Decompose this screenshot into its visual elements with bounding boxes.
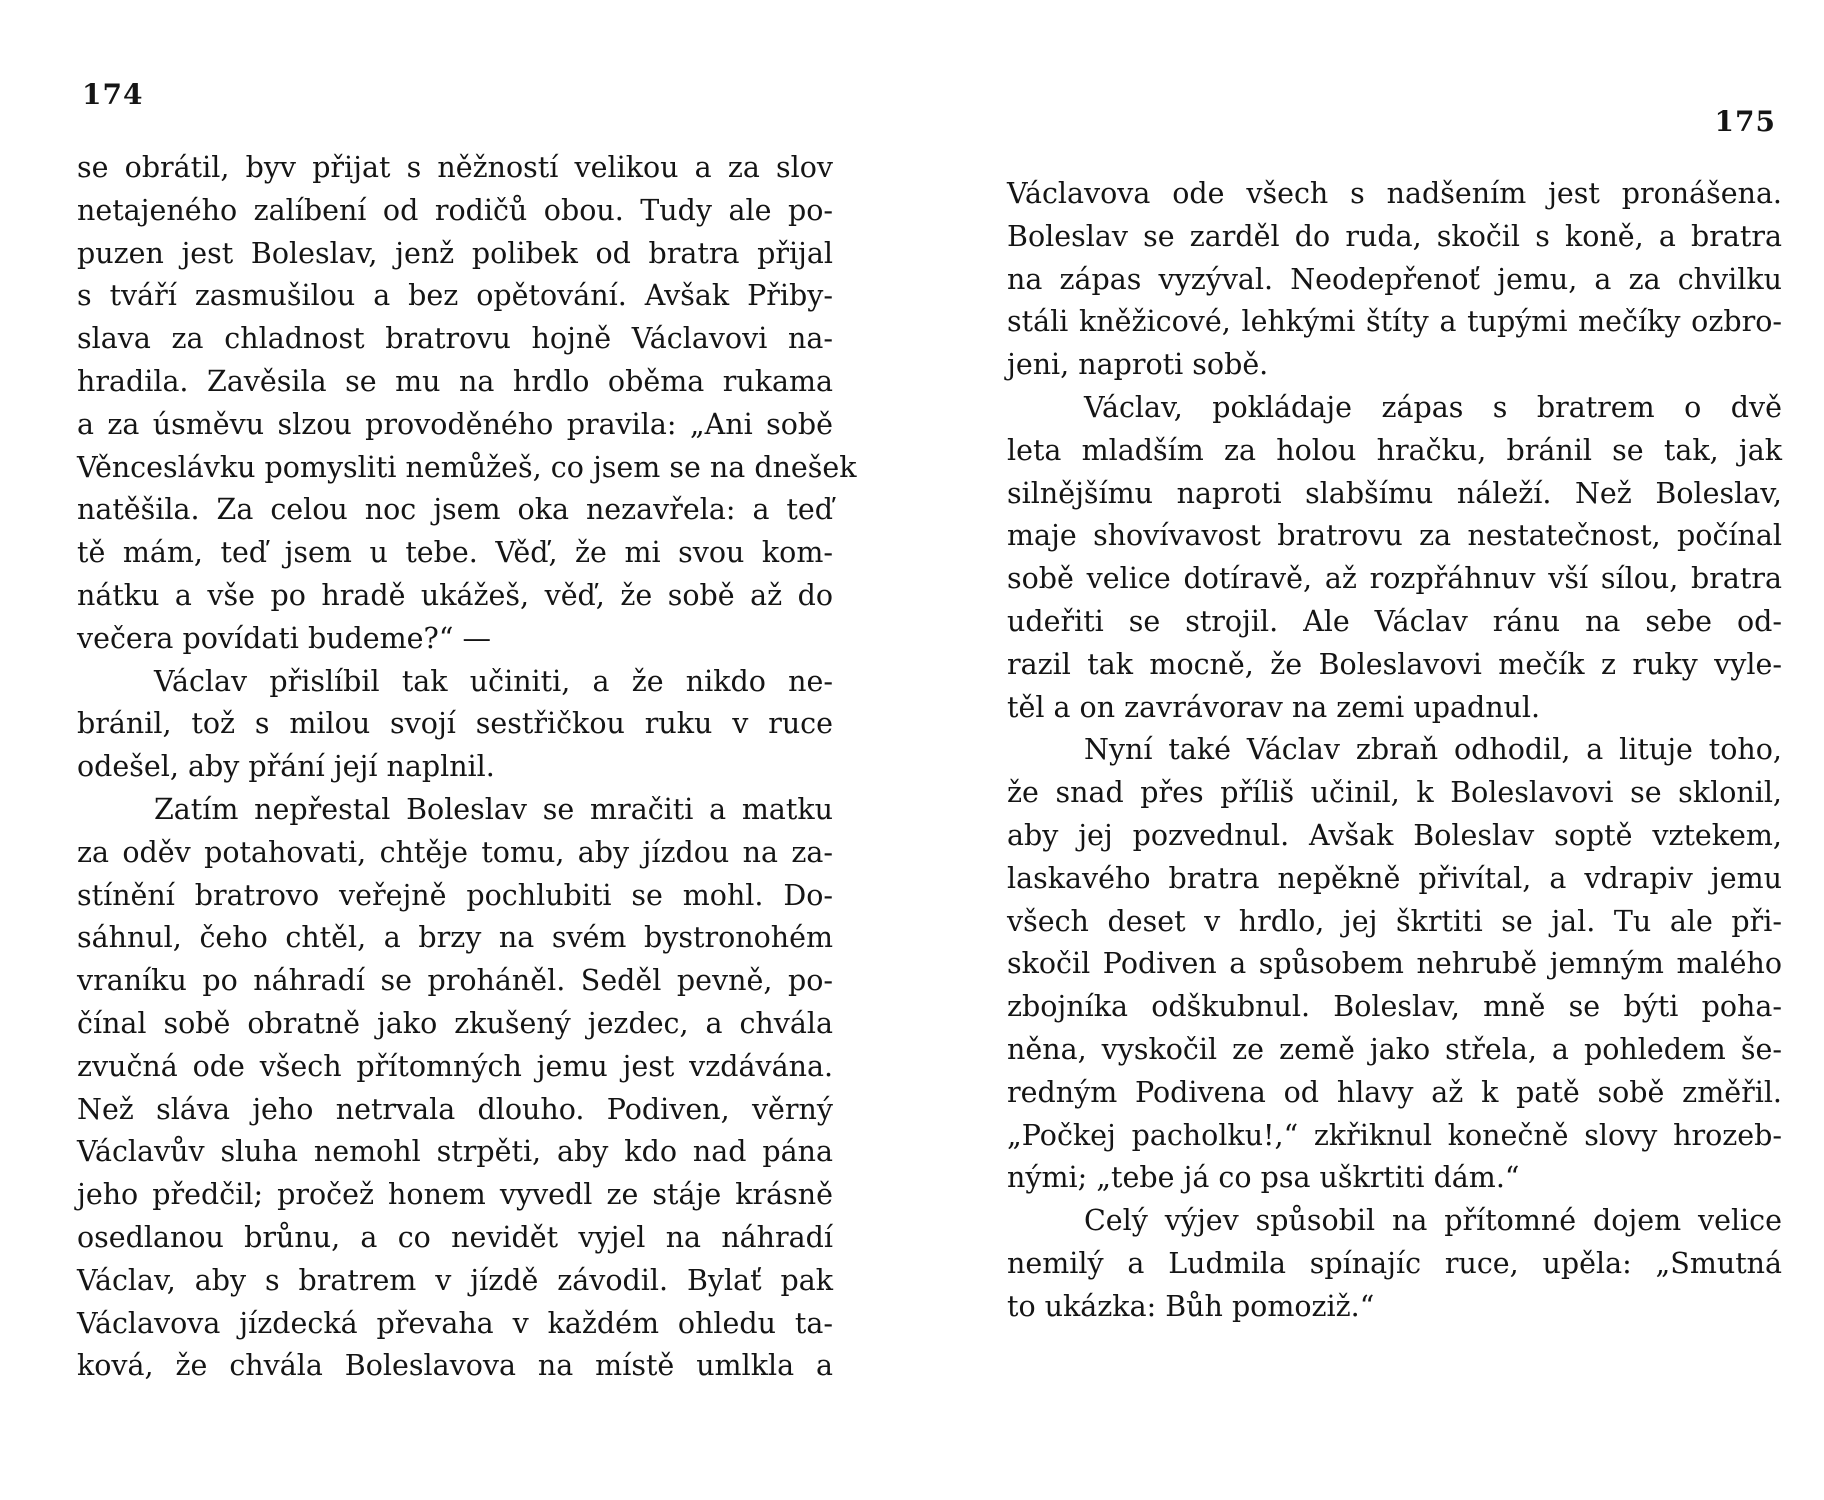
text-line: tě mám, teď jsem u tebe. Věď, že mi svou kom-	[77, 536, 833, 570]
text-line: Než sláva jeho netrvala dlouho. Podiven, věrný	[77, 1092, 833, 1126]
text-line: puzen jest Boleslav, jenž polibek od bratra přijal	[77, 236, 833, 270]
text-line: Václavova ode všech s nadšením jest pronášena.	[1007, 177, 1782, 210]
text-line: leta mladším za holou hračku, bránil se tak, jak	[1007, 433, 1782, 467]
text-line: Zatím nepřestal Boleslav se mračiti a matku	[154, 792, 833, 826]
text-line: laskavého bratra nepěkně přivítal, a vdrapiv jemu	[1007, 861, 1782, 895]
text-line: na zápas vyzýval. Neodepřenoť jemu, a za chvilku	[1007, 262, 1782, 296]
text-line: stínění bratrovo veřejně pochlubiti se mohl. Do-	[77, 878, 833, 912]
text-line: udeřiti se strojil. Ale Václav ránu na sebe od-	[1007, 604, 1782, 638]
text-line: sáhnul, čeho chtěl, a brzy na svém bystronohém	[77, 921, 833, 955]
text-line: jeho předčil; pročež honem vyvedl ze stáje krásně	[77, 1178, 833, 1212]
text-line: maje shovívavost bratrovu za nestatečnost, počínal	[1007, 519, 1782, 553]
right-page-text	[1007, 173, 1782, 1329]
text-line: aby jej pozvednul. Avšak Boleslav soptě vztekem,	[1007, 818, 1782, 852]
text-line: ková, že chvála Boleslavova na místě umlkla a	[77, 1349, 833, 1383]
text-line: všech deset v hrdlo, jej škrtiti se jal. Tu ale při-	[1007, 904, 1782, 938]
text-line: zvučná ode všech přítomných jemu jest vzdávána.	[77, 1049, 833, 1083]
page-number-right: 175	[1714, 105, 1776, 138]
text-line: Celý výjev spůsobil na přítomné dojem velice	[1084, 1204, 1782, 1238]
text-line: Václav, pokládaje zápas s bratrem o dvě	[1084, 390, 1782, 424]
text-line: Nyní také Václav zbraň odhodil, a lituje toho,	[1084, 733, 1782, 767]
text-line: redným Podivena od hlavy až k patě sobě změřil.	[1007, 1075, 1782, 1109]
text-line: Václavův sluha nemohl strpěti, aby kdo nad pána	[77, 1135, 833, 1169]
text-line: zbojníka odškubnul. Boleslav, mně se býti poha-	[1007, 990, 1782, 1024]
text-line: těl a on zavrávorav na zemi upadnul.	[1007, 690, 1541, 724]
text-line: razil tak mocně, že Boleslavovi mečík z ruky vyle-	[1007, 647, 1782, 681]
text-line: za oděv potahovati, chtěje tomu, aby jízdou na za-	[77, 835, 833, 869]
right-page	[912, 0, 1824, 1500]
text-line: hradila. Zavěsila se mu na hrdlo oběma rukama	[77, 364, 833, 398]
text-line: bránil, tož s milou svojí sestřičkou ruku v ruce	[77, 707, 833, 741]
text-line: skočil Podiven a spůsobem nehrubě jemným malého	[1007, 947, 1782, 981]
text-line: a za úsměvu slzou provoděného pravila: „Ani sobě	[77, 407, 833, 441]
text-line: čínal sobě obratně jako zkušený jezdec, a chvála	[77, 1006, 833, 1040]
text-line: něna, vyskočil ze země jako střela, a pohledem še-	[1007, 1032, 1782, 1066]
text-line: že snad přes příliš učinil, k Boleslavovi se sklonil,	[1007, 776, 1782, 810]
text-line: slava za chladnost bratrovu hojně Václavovi na-	[77, 322, 833, 356]
page-number-left: 174	[82, 78, 144, 111]
text-line: nemilý a Ludmila spínajíc ruce, upěla: „Smutná	[1007, 1246, 1782, 1280]
text-line: jeni, naproti sobě.	[1007, 348, 1269, 382]
text-line: stáli kněžicové, lehkými štíty a tupými mečíky ozbro-	[1007, 305, 1782, 339]
text-line: vraníku po náhradí se proháněl. Seděl pevně, po-	[77, 964, 833, 998]
text-line: se obrátil, byv přijat s něžností velikou a za slov	[77, 151, 833, 184]
text-line: odešel, aby přání její naplnil.	[77, 750, 495, 784]
text-line: večera povídati budeme?“ —	[77, 621, 491, 655]
left-page-text	[77, 147, 857, 1388]
text-line: nátku a vše po hradě ukážeš, věď, že sobě až do	[77, 578, 833, 612]
text-line: osedlanou brůnu, a co nevidět vyjel na náhradí	[77, 1220, 833, 1254]
text-line: Václav, aby s bratrem v jízdě závodil. Bylať pak	[77, 1263, 833, 1297]
text-line: sobě velice dotíravě, až rozpřáhnuv vší sílou, bratra	[1007, 562, 1782, 596]
text-line: s tváří zasmušilou a bez opětování. Avšak Přiby-	[77, 279, 833, 313]
text-line: nými; „tebe já co psa uškrtiti dám.“	[1007, 1161, 1520, 1195]
text-line: Boleslav se zarděl do ruda, skočil s koně, a bratra	[1007, 219, 1782, 253]
text-line: netajeného zalíbení od rodičů obou. Tudy ale po-	[77, 193, 833, 227]
text-line: to ukázka: Bůh pomoziž.“	[1007, 1289, 1375, 1323]
text-line: Věnceslávku pomysliti nemůžeš, co jsem se na dnešek	[77, 450, 857, 484]
text-line: Václavova jízdecká převaha v každém ohledu ta-	[77, 1306, 833, 1340]
text-line: silnějšímu naproti slabšímu náleží. Než Boleslav,	[1007, 476, 1782, 510]
text-line: „Počkej pacholku!,“ zkřiknul konečně slovy hrozeb-	[1007, 1118, 1782, 1152]
text-line: Václav přislíbil tak učiniti, a že nikdo ne-	[154, 664, 833, 698]
text-line: natěšila. Za celou noc jsem oka nezavřela: a teď	[77, 493, 833, 527]
